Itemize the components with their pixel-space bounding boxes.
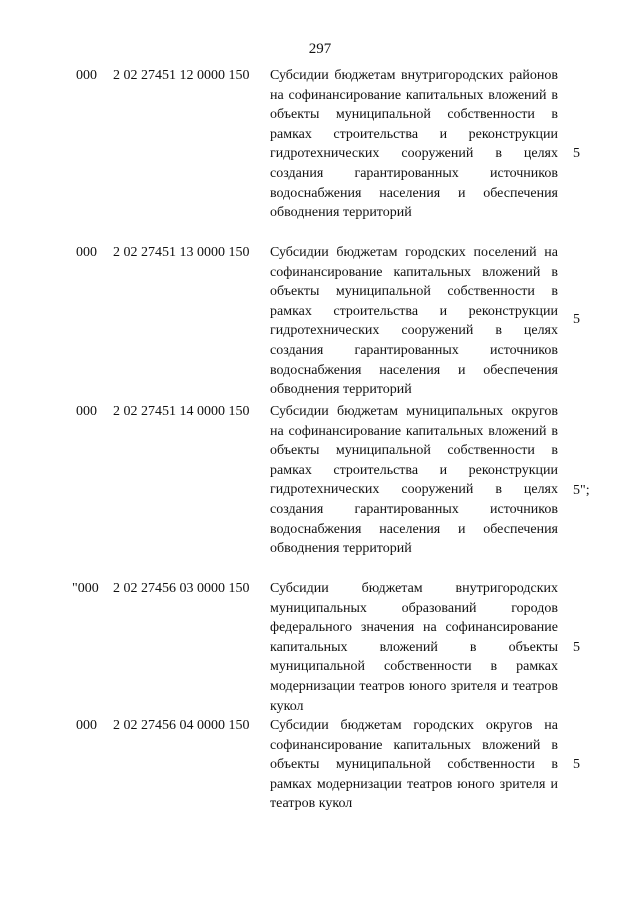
amount-value: 5"; [573, 483, 590, 498]
admin-code: "000 [72, 581, 99, 596]
revenue-description: Субсидии бюджетам городских округов на софинансирование капитальных вложений в объекты муниципальной собственности в рамках модернизации театров юного зрителя и театров кукол [270, 718, 558, 812]
budget-classification-code: 2 02 27451 12 0000 150 [113, 68, 250, 83]
revenue-description: Субсидии бюджетам внутригородских районов на софинансирование капитальных вложений в объекты муниципальной собственности в рамках строительства и реконструкции гидротехнических сооружений в целях создания гарантированных источников водоснабжения населения и обеспечения обводнения территорий [270, 68, 558, 221]
amount-value: 5 [573, 640, 580, 655]
admin-code: 000 [76, 404, 97, 419]
budget-classification-code: 2 02 27451 14 0000 150 [113, 404, 250, 419]
budget-classification-code: 2 02 27456 03 0000 150 [113, 581, 250, 596]
admin-code: 000 [76, 718, 97, 733]
amount-value: 5 [573, 312, 580, 327]
amount-value: 5 [573, 146, 580, 161]
revenue-description: Субсидии бюджетам муниципальных округов на софинансирование капитальных вложений в объекты муниципальной собственности в рамках строительства и реконструкции гидротехнических сооружений в целях создания гарантированных источников водоснабжения населения и обеспечения обводнения территорий [270, 404, 558, 557]
budget-classification-code: 2 02 27451 13 0000 150 [113, 245, 250, 260]
revenue-description: Субсидии бюджетам внутригородских муниципальных образований городов федерального значения на софинансирование капитальных вложений в объекты муниципальной собственности в рамках модернизации театров юного зрителя и театров кукол [270, 581, 558, 714]
page-number: 297 [308, 41, 332, 57]
admin-code: 000 [76, 68, 97, 83]
budget-classification-code: 2 02 27456 04 0000 150 [113, 718, 250, 733]
revenue-description: Субсидии бюджетам городских поселений на софинансирование капитальных вложений в объекты муниципальной собственности в рамках строительства и реконструкции гидротехнических сооружений в целях создания гарантированных источников водоснабжения населения и обеспечения обводнения территорий [270, 245, 558, 398]
admin-code: 000 [76, 245, 97, 260]
amount-value: 5 [573, 757, 580, 772]
